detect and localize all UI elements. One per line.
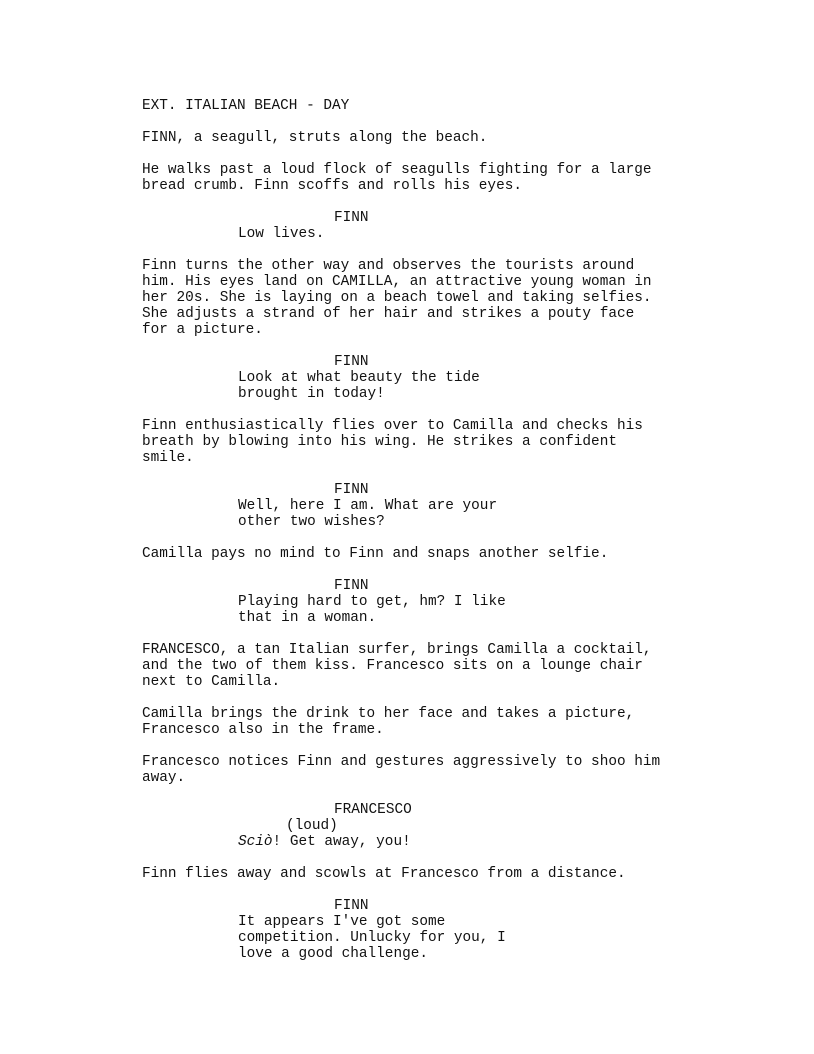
dialogue-line: Playing hard to get, hm? I like (238, 594, 506, 610)
dialogue-line: Look at what beauty the tide (238, 370, 480, 386)
action-line: She adjusts a strand of her hair and strikes a pouty face (142, 306, 635, 322)
dialogue-line: brought in today! (238, 386, 385, 402)
dialogue-text: ! Get away, you! (272, 834, 411, 850)
action-line: Francesco also in the frame. (142, 722, 384, 738)
action-line: Finn turns the other way and observes the tourists around (142, 258, 635, 274)
action-line: bread crumb. Finn scoffs and rolls his eyes. (142, 178, 522, 194)
dialogue-line: Low lives. (238, 226, 325, 242)
character-name: FINN (334, 898, 369, 914)
action-line: for a picture. (142, 322, 263, 338)
parenthetical: (loud) (286, 818, 338, 834)
action-line: FINN, a seagull, struts along the beach. (142, 130, 488, 146)
action-line: He walks past a loud flock of seagulls fighting for a large (142, 162, 652, 178)
action-line: smile. (142, 450, 194, 466)
action-line: next to Camilla. (142, 674, 281, 690)
action-line: her 20s. She is laying on a beach towel and taking selfies. (142, 290, 652, 306)
action-line: and the two of them kiss. Francesco sits on a lounge chair (142, 658, 643, 674)
action-line: Finn flies away and scowls at Francesco from a distance. (142, 866, 626, 882)
action-line: Finn enthusiastically flies over to Camilla and checks his (142, 418, 643, 434)
action-line: breath by blowing into his wing. He strikes a confident (142, 434, 617, 450)
action-line: away. (142, 770, 186, 786)
dialogue-line: love a good challenge. (238, 946, 428, 962)
dialogue-line: that in a woman. (238, 610, 377, 626)
scene-heading: EXT. ITALIAN BEACH - DAY (142, 98, 350, 114)
dialogue-line (238, 834, 411, 850)
dialogue-line: Well, here I am. What are your (238, 498, 498, 514)
dialogue-line: competition. Unlucky for you, I (238, 930, 506, 946)
character-name: FINN (334, 482, 369, 498)
dialogue-line: other two wishes? (238, 514, 385, 530)
action-line: Camilla pays no mind to Finn and snaps another selfie. (142, 546, 609, 562)
action-line: him. His eyes land on CAMILLA, an attractive young woman in (142, 274, 652, 290)
dialogue-italic-word: Sciò (238, 834, 273, 850)
action-line: FRANCESCO, a tan Italian surfer, brings Camilla a cocktail, (142, 642, 652, 658)
character-name: FINN (334, 354, 369, 370)
character-name: FINN (334, 210, 369, 226)
dialogue-line: It appears I've got some (238, 914, 446, 930)
action-line: Camilla brings the drink to her face and takes a picture, (142, 706, 635, 722)
character-name: FINN (334, 578, 369, 594)
character-name: FRANCESCO (334, 802, 412, 818)
action-line: Francesco notices Finn and gestures aggressively to shoo him (142, 754, 661, 770)
